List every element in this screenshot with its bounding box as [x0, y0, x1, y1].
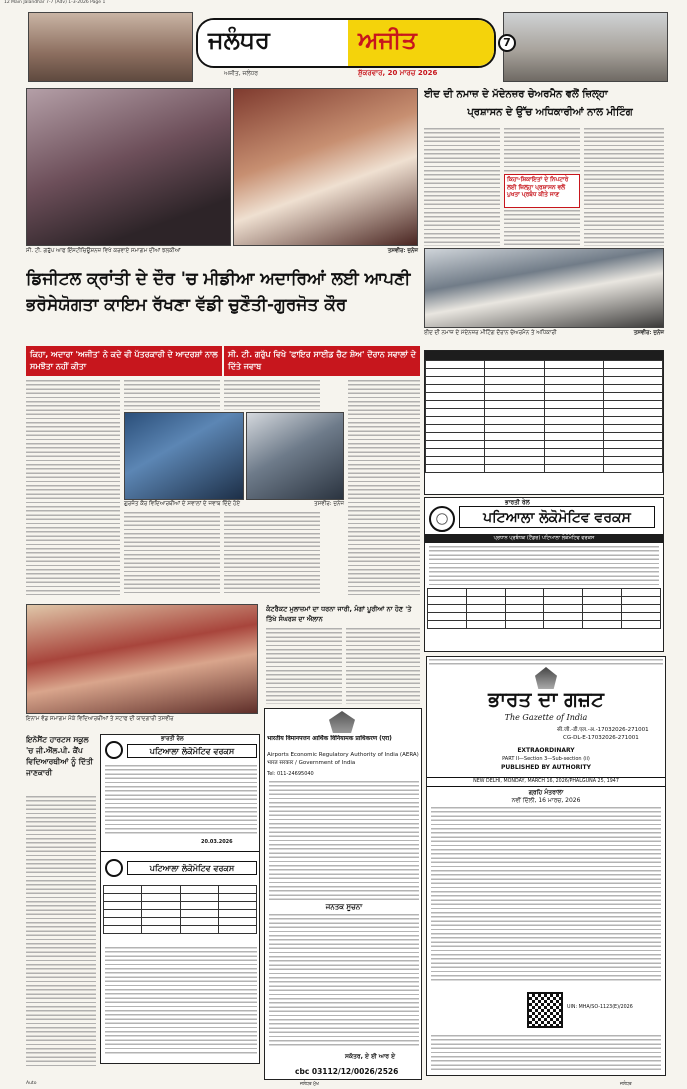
- aera-body-2: [269, 914, 419, 1048]
- gazette-body-2: [431, 1035, 661, 1071]
- middle-story-col-2: [346, 628, 420, 704]
- notice-plw-right-table: [427, 588, 661, 629]
- right-story-col-1: [424, 128, 500, 246]
- notice-plw-left: [100, 734, 260, 1064]
- gazette-reg2: CG-DL-E-17032026-271001: [563, 735, 639, 741]
- aera-phone: Tel: 011-24695040: [267, 771, 314, 777]
- right-story-headline-2: ਪ੍ਰਸ਼ਾਸਨ ਦੇ ਉੱਚ ਅਧਿਕਾਰੀਆਂ ਨਾਲ ਮੀਟਿੰਗ: [467, 107, 633, 118]
- footer-right: ਜਲੰਧਰ: [620, 1082, 632, 1087]
- lead-inset-photo-2: [246, 412, 344, 500]
- lead-headline-1: ਡਿਜੀਟਲ ਕ੍ਰਾਂਤੀ ਦੇ ਦੌਰ 'ਚ ਮੀਡੀਆ ਅਦਾਰਿਆਂ ਲਈ ਆਪਣੀ: [26, 269, 411, 289]
- notice-plw-left-body: [105, 765, 257, 835]
- tender-table-strip: [425, 351, 663, 360]
- aera-notice: [264, 708, 422, 1080]
- masthead-banner: [196, 18, 496, 68]
- masthead-subtitle: ਅਜੀਤ, ਜਲੰਧਰ: [224, 70, 259, 77]
- notice-plw-right-title: ਭਾਰਤੀ ਰੇਲ: [505, 499, 530, 506]
- lead-subheadline-left: ਕਿਹਾ, ਅਦਾਰਾ 'ਅਜੀਤ' ਨੇ ਕਦੇ ਵੀ ਪੱਤਰਕਾਰੀ ਦੇ ਆਦਰਸ਼ਾਂ ਨਾਲ ਸਮਝੌਤਾ ਨਹੀਂ ਕੀਤਾ: [26, 346, 222, 376]
- right-story-caption-text: ਈਦ ਦੀ ਨਮਾਜ਼ ਦੇ ਮੱਦੇਨਜ਼ਰ ਮੀਟਿੰਗ ਦੌਰਾਨ ਚੇਅਰਮੈਨ ਤੇ ਅਧਿਕਾਰੀ: [424, 330, 557, 336]
- masthead-building-right: [503, 12, 668, 82]
- bottom-left-body: [26, 796, 96, 1066]
- lead-body-col-3: [224, 380, 320, 410]
- gazette-uid: UIN: MHA/SO-1123(E)/2026: [567, 1005, 633, 1010]
- masthead: [28, 10, 668, 86]
- notice-plw-left-table: [103, 885, 257, 934]
- lead-body-col-4: [348, 380, 420, 595]
- tender-table: [425, 360, 663, 473]
- right-story-headline-1: ਈਦ ਦੀ ਨਮਾਜ਼ ਦੇ ਮੱਦੇਨਜ਼ਰ ਚੇਅਰਮੈਨ ਵਲੋਂ ਜ਼ਿਲ੍ਹਾ: [424, 89, 608, 100]
- lead-headline-2: ਭਰੋਸੇਯੋਗਤਾ ਕਾਇਮ ਰੱਖਣਾ ਵੱਡੀ ਚੁਣੌਤੀ-ਗੁਰਜੋਤ ਕੌਰ: [26, 295, 347, 315]
- masthead-building-left: [28, 12, 193, 82]
- aera-body-1: [269, 781, 419, 901]
- gazette-issue: NEW DELHI, MONDAY, MARCH 16, 2026/PHALGUNA 25, 1947: [427, 777, 665, 787]
- notice-plw-left-emblem: [105, 741, 123, 759]
- notice-plw-left-divider: [101, 851, 259, 852]
- notice-plw-left-title: ਭਾਰਤੀ ਰੇਲ: [161, 736, 184, 742]
- lead-subheadline-right: ਸੀ. ਟੀ. ਗਰੁੱਪ ਵਿਖੇ 'ਫਾਇਰ ਸਾਈਡ ਚੈਟ ਸ਼ੋਅ' ਦੌਰਾਨ ਸਵਾਲਾਂ ਦੇ ਦਿੱਤੇ ਜਵਾਬ: [224, 346, 420, 376]
- gazette-published: PUBLISHED BY AUTHORITY: [501, 764, 591, 771]
- masthead-jalandhar: ਜਲੰਧਰ: [208, 25, 270, 54]
- right-story-credit: ਤਸਵੀਰ: ਜੁਨੇਜ: [633, 330, 664, 336]
- tender-table-box: [424, 350, 664, 495]
- notice-plw-left-subtitle-2: ਪਟਿਆਲਾ ਲੋਕੋਮੋਟਿਵ ਵਰਕਸ: [127, 861, 257, 875]
- middle-story-headline: ਕੰਟਰੈਕਟ ਮੁਲਾਜ਼ਮਾਂ ਦਾ ਧਰਨਾ ਜਾਰੀ, ਮੰਗਾਂ ਪੂਰੀਆਂ ਨਾ ਹੋਣ 'ਤੇ ਤਿੱਖੇ ਸੰਘਰਸ਼ ਦਾ ਐਲਾਨ: [266, 605, 412, 623]
- gazette-notice: [426, 656, 666, 1076]
- masthead-date: ਸ਼ੁੱਕਰਵਾਰ, 20 ਮਾਰਚ 2026: [358, 69, 438, 77]
- aera-title-hi: भारतीय विमानपत्तन आर्थिक विनियामक प्राधिकरण (एरा): [267, 735, 392, 742]
- aera-notice-label: ਜਨਤਕ ਸੂਚਨਾ: [325, 903, 363, 911]
- gazette-topline: [429, 659, 663, 665]
- scan-header: 12 Main Jalandhar 7-7 (Adv) 1-3-2026 Page 1: [4, 0, 106, 5]
- notice-plw-left-subtitle: ਪਟਿਆਲਾ ਲੋਕੋਮੋਟਿਵ ਵਰਕਸ: [127, 744, 257, 758]
- lead-photo-award: [233, 88, 418, 246]
- notice-plw-right-strip: ਪ੍ਰਧਾਨ ਪ੍ਰਬੰਧਕ (ਟੈਂਡਰ) ਪਟਿਆਲਾ ਲੋਕੋਮੋਟਿਵ ਵਰਕਸ: [425, 534, 663, 543]
- notice-plw-left-emblem-2: [105, 859, 123, 877]
- notice-plw-right-subtitle: ਪਟਿਆਲਾ ਲੋਕੋਮੋਟਿਵ ਵਰਕਸ: [459, 506, 655, 528]
- lead-body-col-1: [26, 380, 120, 595]
- gazette-part: PART II—Section 3—Sub-section (ii): [502, 756, 590, 762]
- middle-story-col-1: [266, 628, 342, 704]
- aera-sign: ਸਕੱਤਰ, ਏ ਈ ਆਰ ਏ: [345, 1053, 396, 1060]
- group-photo-caption: ਇਨਾਮ ਵੰਡ ਸਮਾਗਮ ਮੌਕੇ ਵਿਦਿਆਰਥੀਆਂ ਤੇ ਸਟਾਫ ਦੀ ਯਾਦਗਾਰੀ ਤਸਵੀਰ: [26, 716, 174, 722]
- right-story-col-3: [584, 128, 664, 246]
- notice-plw-right: [424, 497, 664, 652]
- lead-body-col-2: [124, 380, 220, 410]
- notice-plw-right-body: [429, 546, 659, 586]
- aera-code: cbc 03112/12/0026/2526: [295, 1067, 399, 1076]
- bottom-left-headline: ਇਨੋਸੈਂਟ ਹਾਰਟਸ ਸਕੂਲ 'ਚ ਜੀ.ਐੱਲ.ਪੀ. ਕੈਂਪ ਵਿਦਿਆਰਥੀਆਂ ਨੂੰ ਦਿੱਤੀ ਜਾਣਕਾਰੀ: [26, 735, 94, 777]
- gazette-body-1: [431, 807, 661, 982]
- aera-title-en: Airports Economic Regulatory Authority of India (AERA): [267, 752, 419, 758]
- notice-plw-left-date: 20.03.2026: [201, 839, 233, 845]
- gazette-extraordinary: EXTRAORDINARY: [517, 747, 575, 754]
- gazette-title-en: The Gazette of India: [504, 713, 588, 722]
- right-story-pullquote: ਕਿਹਾ-ਸ਼ਿਕਾਇਤਾਂ ਦੇ ਨਿਪਟਾਰੇ ਲਈ ਜ਼ਿਲ੍ਹਾ ਪ੍ਰਸ਼ਾਸਨ ਵਲੋਂ ਪੁਖਤਾ ਪ੍ਰਬੰਧ ਕੀਤੇ ਜਾਣ: [504, 174, 580, 208]
- lead-photo-caption-text: ਸੀ. ਟੀ. ਗਰੁੱਪ ਆਫ ਇੰਸਟੀਚਿਊਸ਼ਨਜ਼ ਵਿਖੇ ਕਰਵਾਏ ਸਮਾਗਮ ਦੀਆਂ ਝਲਕੀਆਂ: [26, 248, 181, 254]
- lead-photo-caption: [26, 248, 418, 262]
- lead-photo-stage: [26, 88, 231, 246]
- gazette-notif-date: ਨਵੀਂ ਦਿੱਲੀ, 16 ਮਾਰਚ, 2026: [511, 797, 581, 804]
- masthead-ajit: ਅਜੀਤ: [358, 25, 417, 54]
- aera-emblem-icon: [329, 711, 355, 733]
- lead-inset-credit: ਤਸਵੀਰ: ਜੁਨੇਜ: [314, 501, 344, 507]
- lead-inset-caption: [124, 501, 344, 509]
- gazette-emblem-icon: [535, 667, 557, 689]
- lead-body-col-3b: [224, 512, 320, 596]
- lead-photo-credit: ਤਸਵੀਰ: ਜੁਨੇਜ: [387, 248, 418, 254]
- right-story-col-2: [504, 128, 580, 172]
- gazette-qr-icon: [527, 992, 563, 1028]
- footer-left: Auto: [26, 1081, 37, 1086]
- footer: [0, 1080, 687, 1089]
- footer-center: ਜਲੰਧਰ ਮੁੱਖ: [300, 1082, 319, 1087]
- gazette-title: ਭਾਰਤ ਦਾ ਗਜ਼ਟ: [488, 687, 604, 711]
- lead-inset-photo-1: [124, 412, 244, 500]
- right-story-caption: [424, 330, 664, 346]
- gazette-reg: सी.जी.-डी.एल.-अ.-17032026-271001: [557, 727, 649, 733]
- right-story-photo: [424, 248, 664, 328]
- right-story-col-2b: [504, 210, 580, 246]
- notice-plw-left-body-2: [105, 947, 257, 1055]
- gazette-ministry: ਗ੍ਰਹਿ ਮੰਤਰਾਲਾ: [528, 789, 564, 796]
- lead-inset-caption-text: ਗੁਰਜੋਤ ਕੌਰ ਵਿਦਿਆਰਥੀਆਂ ਦੇ ਸਵਾਲਾਂ ਦੇ ਜਵਾਬ ਦਿੰਦੇ ਹੋਏ: [124, 501, 241, 507]
- lead-body-col-2b: [124, 512, 220, 596]
- group-photo: [26, 604, 258, 714]
- notice-plw-right-emblem: [429, 506, 455, 532]
- aera-govt: भारत सरकार / Government of India: [267, 760, 356, 766]
- page-number: 7: [498, 34, 516, 52]
